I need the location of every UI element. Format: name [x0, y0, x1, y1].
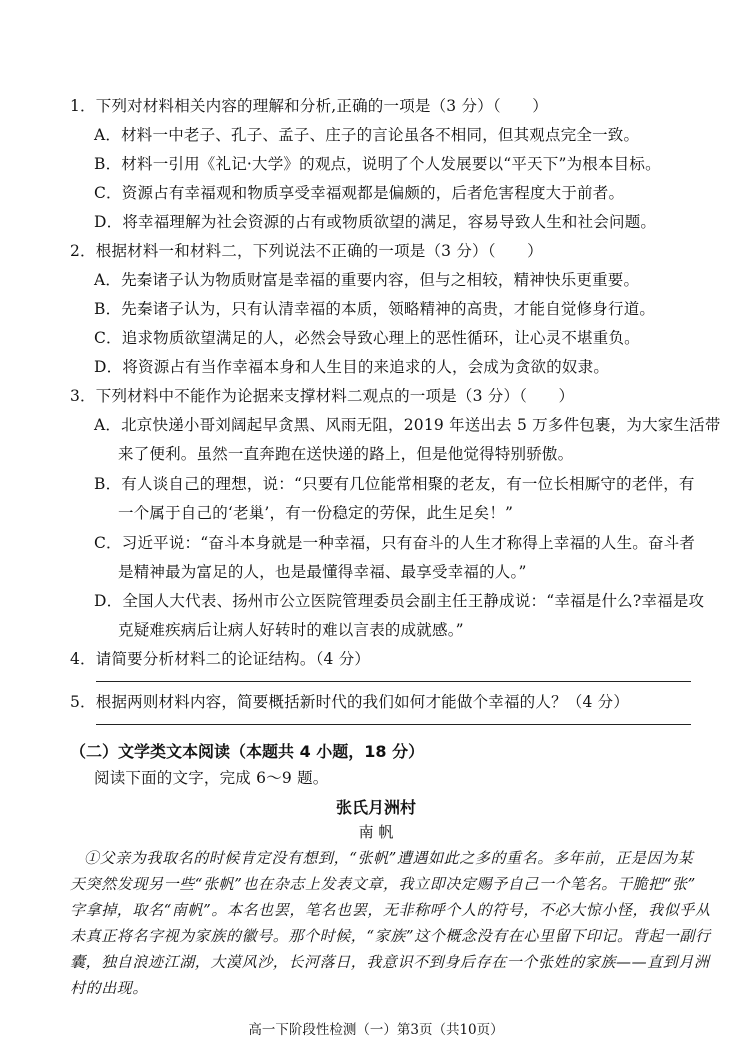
question-3-option-d-line2: 克疑难疾病后让病人好转时的难以言表的成就感。” — [118, 621, 464, 639]
question-1-option-a: A．材料一中老子、孔子、孟子、庄子的言论虽各不相同，但其观点完全一致。 — [94, 126, 640, 144]
question-3-option-b-line1: B．有人谈自己的理想，说：“只要有几位能常相聚的老友，有一位长相厮守的老伴，有 — [94, 475, 695, 493]
section-2-title: （二）文学类文本阅读（本题共 4 小题，18 分） — [70, 742, 425, 761]
question-3-stem: 3．下列材料中不能作为论据来支撑材料二观点的一项是（3 分）（ ） — [70, 387, 575, 405]
question-3-option-d-line1: D．全国人大代表、扬州市公立医院管理委员会副主任王静成说：“幸福是什么?幸福是攻 — [94, 592, 705, 610]
question-3-option-c-line2: 是精神最为富足的人，也是最懂得幸福、最享受幸福的人。” — [118, 563, 527, 581]
question-1-option-b: B．材料一引用《礼记·大学》的观点，说明了个人发展要以“平天下”为根本目标。 — [94, 155, 661, 173]
question-4-stem: 4．请简要分析材料二的论证结构。（4 分） — [70, 650, 371, 668]
question-3-option-a-line1: A．北京快递小哥刘阔起早贪黑、风雨无阻，2019 年送出去 5 万多件包裹，为大家生活带 — [94, 416, 721, 434]
article-paragraph-line: 天突然发现另一些“张帆”也在杂志上发表文章，我立即决定赐予自己一个笔名。干脆把“张” — [70, 875, 696, 893]
article-paragraph-line: 囊，独自浪迹江湖，大漠风沙，长河落日，我意识不到身后存在一个张姓的家族——直到月洲 — [70, 953, 710, 971]
question-1-stem: 1．下列对材料相关内容的理解和分析,正确的一项是（3 分）（ ） — [70, 97, 548, 115]
article-author: 南 帆 — [358, 823, 394, 841]
question-2-stem: 2．根据材料一和材料二，下列说法不正确的一项是（3 分）（ ） — [70, 242, 543, 260]
question-2-option-d: D．将资源占有当作幸福本身和人生目的来追求的人，会成为贪欲的奴隶。 — [94, 358, 610, 376]
question-3-option-c-line1: C．习近平说：“奋斗本身就是一种幸福，只有奋斗的人生才称得上幸福的人生。奋斗者 — [94, 534, 696, 552]
question-3-option-b-line2: 一个属于自己的‘老巢’，有一份稳定的劳保，此生足矣！” — [118, 504, 514, 522]
question-2-option-c: C．追求物质欲望满足的人，必然会导致心理上的恶性循环，让心灵不堪重负。 — [94, 329, 640, 347]
article-paragraph-line: 字拿掉，取名“南帆”。本名也罢，笔名也罢，无非称呼个人的符号，不必大惊小怪，我似乎从 — [70, 901, 711, 919]
question-5-stem: 5．根据两则材料内容，简要概括新时代的我们如何才能做个幸福的人？（4 分） — [70, 693, 630, 711]
answer-line-q4 — [96, 681, 691, 682]
page-footer: 高一下阶段性检测（一）第3页（共10页） — [248, 1022, 504, 1038]
question-2-option-a: A．先秦诸子认为物质财富是幸福的重要内容，但与之相较，精神快乐更重要。 — [94, 271, 640, 289]
article-paragraph-line: ①父亲为我取名的时候肯定没有想到，“张帆”遭遇如此之多的重名。多年前，正是因为某 — [84, 849, 694, 867]
section-2-instruction: 阅读下面的文字，完成 6～9 题。 — [94, 769, 329, 787]
question-3-option-a-line2: 来了便利。虽然一直奔跑在送快递的路上，但是他觉得特别骄傲。 — [118, 445, 574, 463]
article-paragraph-line: 村的出现。 — [70, 979, 149, 997]
answer-line-q5 — [96, 724, 691, 725]
article-paragraph-line: 未真正将名字视为家族的徽号。那个时候，“家族”这个概念没有在心里留下印记。背起一副行 — [70, 927, 711, 945]
question-1-option-c: C．资源占有幸福观和物质享受幸福观都是偏颇的，后者危害程度大于前者。 — [94, 184, 625, 202]
article-title: 张氏月洲村 — [335, 798, 416, 817]
question-1-option-d: D．将幸福理解为社会资源的占有或物质欲望的满足，容易导致人生和社会问题。 — [94, 213, 657, 231]
question-2-option-b: B．先秦诸子认为，只有认清幸福的本质，领略精神的高贵，才能自觉修身行道。 — [94, 300, 656, 318]
